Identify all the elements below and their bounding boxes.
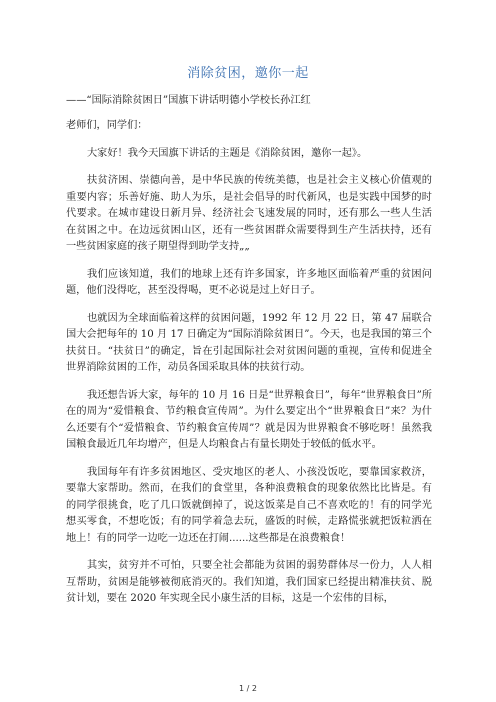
- paragraph: 其实，贫穷并不可怕，只要全社会都能为贫困的弱势群体尽一份力，人人相互帮助，贫困是能够被彻底消灭的。我们知道，我们国家已经提出精准扶贫、脱贫计划，要在 2020 年实现全民小康生活的目标，这是一个宏伟的目标，: [66, 560, 432, 604]
- paragraph: 扶贫济困、崇德向善，是中华民族的传统美德，也是社会主义核心价值观的重要内容；乐善好施、助人为乐，是社会倡导的时代新风，也是实践中国梦的时代要求。在城市建设日新月异、经济社会飞速发展的同时，还有那么一些人生活在贫困之中。在边远贫困山区，还有一些贫困群众需要得到生产生活扶持，还有一些贫困家庭的孩子期望得到助学支持„„: [66, 175, 432, 252]
- paragraph: 也就因为全球面临着这样的贫困问题，1992 年 12 月 22 日，第 47 届联合国大会把每年的 10 月 17 日确定为“国际消除贫困日”。今天，也是我国的第三个扶贫日。“扶贫日”的确定，旨在引起国际社会对贫困问题的重视，宣传和促进全世界消除贫困的工作，动员各国采取具体的扶贫行动。: [66, 312, 432, 373]
- paragraph: 大家好！我今天国旗下讲话的主题是《消除贫困，邀你一起》。: [87, 147, 368, 159]
- paragraph: 老师们，同学们：: [66, 120, 148, 131]
- paragraph: 我还想告诉大家，每年的 10 月 16 日是“世界粮食日”，每年“世界粮食日”所在的周为“爱惜粮食、节约粮食宣传周”。为什么要定出个“世界粮食日”来？为什么还要有个“爱惜粮食、节约粮食宣传周”？就是因为世界粮食不够吃呀！虽然我国粮食最近几年均增产，但是人均粮食占有量长期处于较低的低水平。: [66, 389, 432, 450]
- paragraph: 我国每年有许多贫困地区、受灾地区的老人、小孩没饭吃，要靠国家救济，要靠大家帮助。然而，在我们的食堂里，各种浪费粮食的现象依然比比皆是。有的同学很挑食，吃了几口饭就倒掉了，说这饭菜是自己不喜欢吃的！有的同学光想买零食，不想吃饭；有的同学着急去玩，盛饭的时候，走路慌张就把饭粒洒在地上！有的同学一边吃一边还在打闹......这些都是在浪费粮食！: [66, 466, 432, 544]
- document-body: [66, 118, 432, 619]
- document-title: 消除贫困，邀你一起: [187, 66, 309, 81]
- document-subtitle: ——“国际消除贫困日”国旗下讲话明德小学校长孙江红: [66, 95, 311, 106]
- paragraph: 我们应该知道，我们的地球上还有许多国家，许多地区面临着严重的贫困问题，他们没得吃，甚至没得喝，更不必说是过上好日子。: [66, 268, 432, 296]
- page-number: 1 / 2: [239, 684, 257, 693]
